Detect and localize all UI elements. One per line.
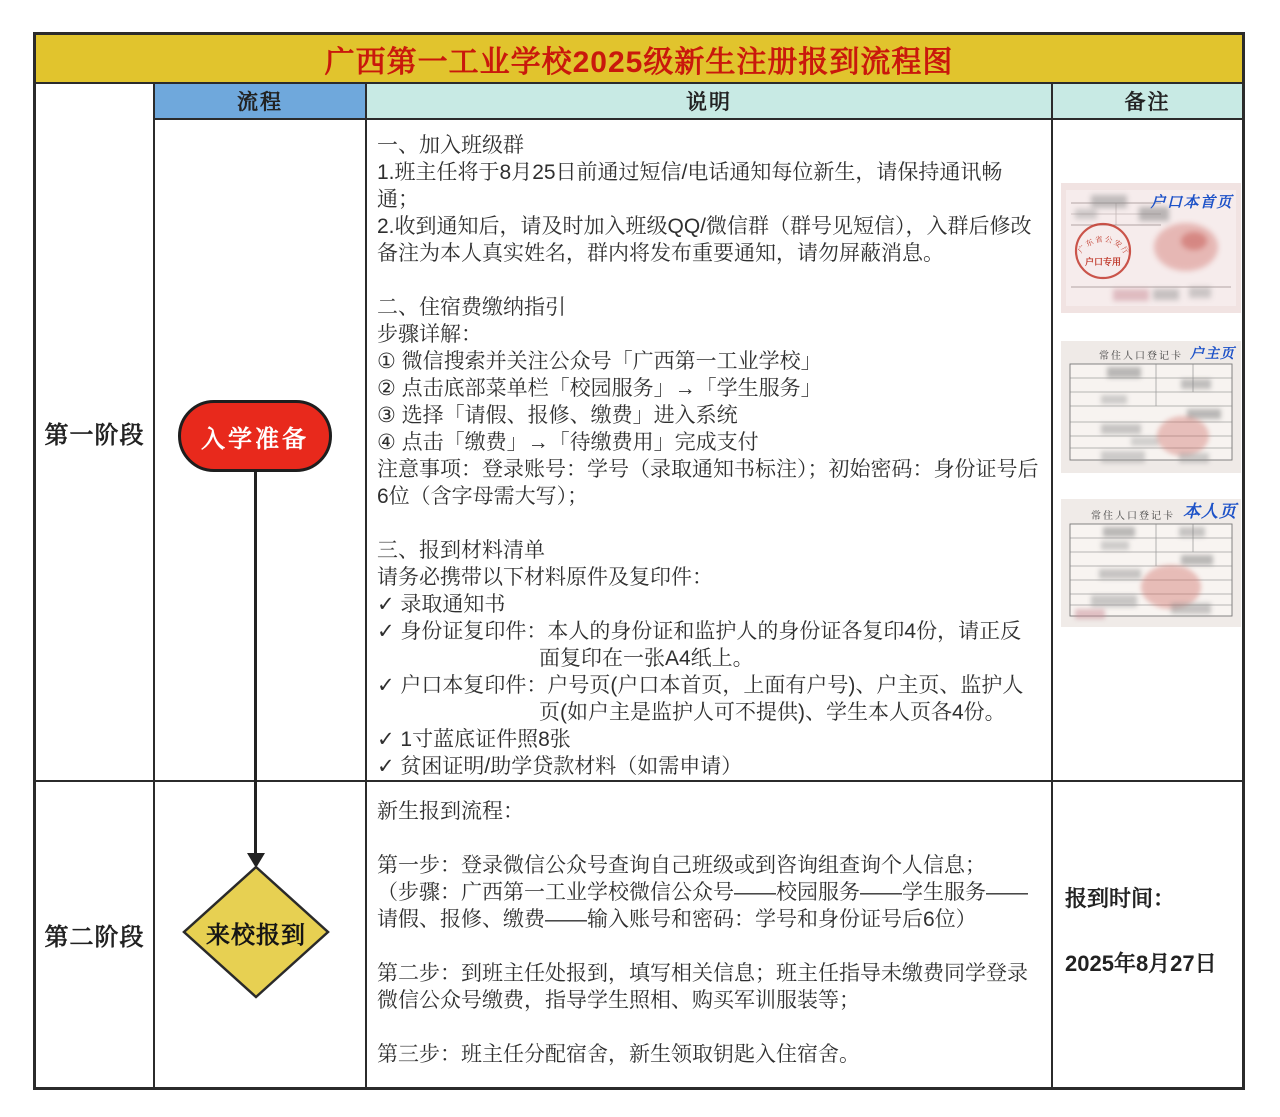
desc-paragraph: 第一步：登录微信公众号查询自己班级或到咨询组查询个人信息； (377, 854, 986, 877)
desc-paragraph: 请务必携带以下材料原件及复印件： (377, 566, 713, 589)
desc-paragraph: 2.收到通知后，请及时加入班级QQ/微信群（群号见短信），入群后修改备注为本人真实姓名，群内将发布重要通知，请勿屏蔽消息。 (377, 215, 1032, 265)
registration-card-header: 常住人口登记卡 (1091, 511, 1175, 522)
desc-paragraph: 第三步：班主任分配宿舍，新生领取钥匙入住宿舍。 (377, 1043, 860, 1066)
description-phase2 (367, 782, 1053, 1087)
report-time-date: 2025年8月27日 (1065, 951, 1217, 976)
hukou-seal-text: 户口专用 (1084, 257, 1122, 267)
notes-cell-phase2 (1053, 782, 1242, 1087)
desc-checklist-item: ✓ 贫困证明/助学贷款材料（如需申请） (377, 755, 743, 778)
person-page-label: 本人页 (1183, 502, 1237, 521)
hukou-cover-photo (1061, 183, 1241, 313)
flow-node-school-report: 来校报到 (206, 921, 306, 949)
stage-label-phase2: 第二阶段 (36, 782, 155, 1087)
hukou-householder-page-photo (1061, 341, 1241, 473)
flowchart-table (33, 32, 1245, 1090)
stage-label-phase1: 第一阶段 (36, 84, 155, 782)
desc-paragraph: ② 点击底部菜单栏「校园服务」→「学生服务」 (377, 377, 822, 400)
desc-paragraph: 一、加入班级群 (377, 134, 524, 157)
desc-paragraph: 第二步：到班主任处报到，填写相关信息；班主任指导未缴费同学登录微信公众号缴费，指导学生照相、购买军训服装等； (377, 962, 1028, 1012)
desc-paragraph: 步骤详解： (377, 323, 482, 346)
hukou-seal-arc-text: 广东省公安厅 (1076, 234, 1132, 258)
desc-checklist-item: ✓ 1寸蓝底证件照8张 (377, 728, 571, 751)
description-phase1 (367, 120, 1053, 782)
desc-checklist-item: ✓ 身份证复印件：本人的身份证和监护人的身份证各复印4份，请正反面复印在一张A4纸上。 (377, 620, 1022, 670)
householder-page-label: 户主页 (1190, 345, 1235, 361)
registration-card-header: 常住人口登记卡 (1099, 351, 1183, 362)
flow-node-admission-preparation: 入学准备 (178, 400, 332, 472)
desc-paragraph: ① 微信搜索并关注公众号「广西第一工业学校」 (377, 350, 822, 373)
flow-connector-line (254, 472, 257, 853)
desc-checklist-item: ✓ 录取通知书 (377, 593, 506, 616)
hukou-person-page-photo (1061, 499, 1241, 627)
hukou-cover-label: 户口本首页 (1150, 194, 1233, 211)
desc-paragraph: ③ 选择「请假、报修、缴费」进入系统 (377, 404, 738, 427)
desc-paragraph: ④ 点击「缴费」→「待缴费用」完成支付 (377, 431, 759, 454)
desc-paragraph: （步骤：广西第一工业学校微信公众号——校园服务——学生服务——请假、报修、缴费——输入账号和密码：学号和身份证号后6位） (377, 881, 1028, 931)
desc-checklist-item: ✓ 户口本复印件：户号页(户口本首页，上面有户号)、户主页、监护人页(如户主是监护人可不提供)、学生本人页各4份。 (377, 674, 1024, 724)
report-time-label: 报到时间： (1065, 886, 1176, 911)
desc-paragraph: 注意事项：登录账号：学号（录取通知书标注）；初始密码：身份证号后6位（含字母需大写）； (377, 458, 1039, 508)
desc-paragraph: 二、住宿费缴纳指引 (377, 296, 566, 319)
page-title: 广西第一工业学校2025级新生注册报到流程图 (36, 35, 1242, 84)
desc-paragraph: 1.班主任将于8月25日前通过短信/电话通知每位新生，请保持通讯畅通； (377, 161, 1003, 211)
desc-paragraph: 三、报到材料清单 (377, 539, 545, 562)
column-header-description: 说明 (367, 84, 1053, 120)
desc-paragraph: 新生报到流程： (377, 800, 524, 823)
column-header-process: 流程 (155, 84, 367, 120)
column-header-notes: 备注 (1053, 84, 1242, 120)
